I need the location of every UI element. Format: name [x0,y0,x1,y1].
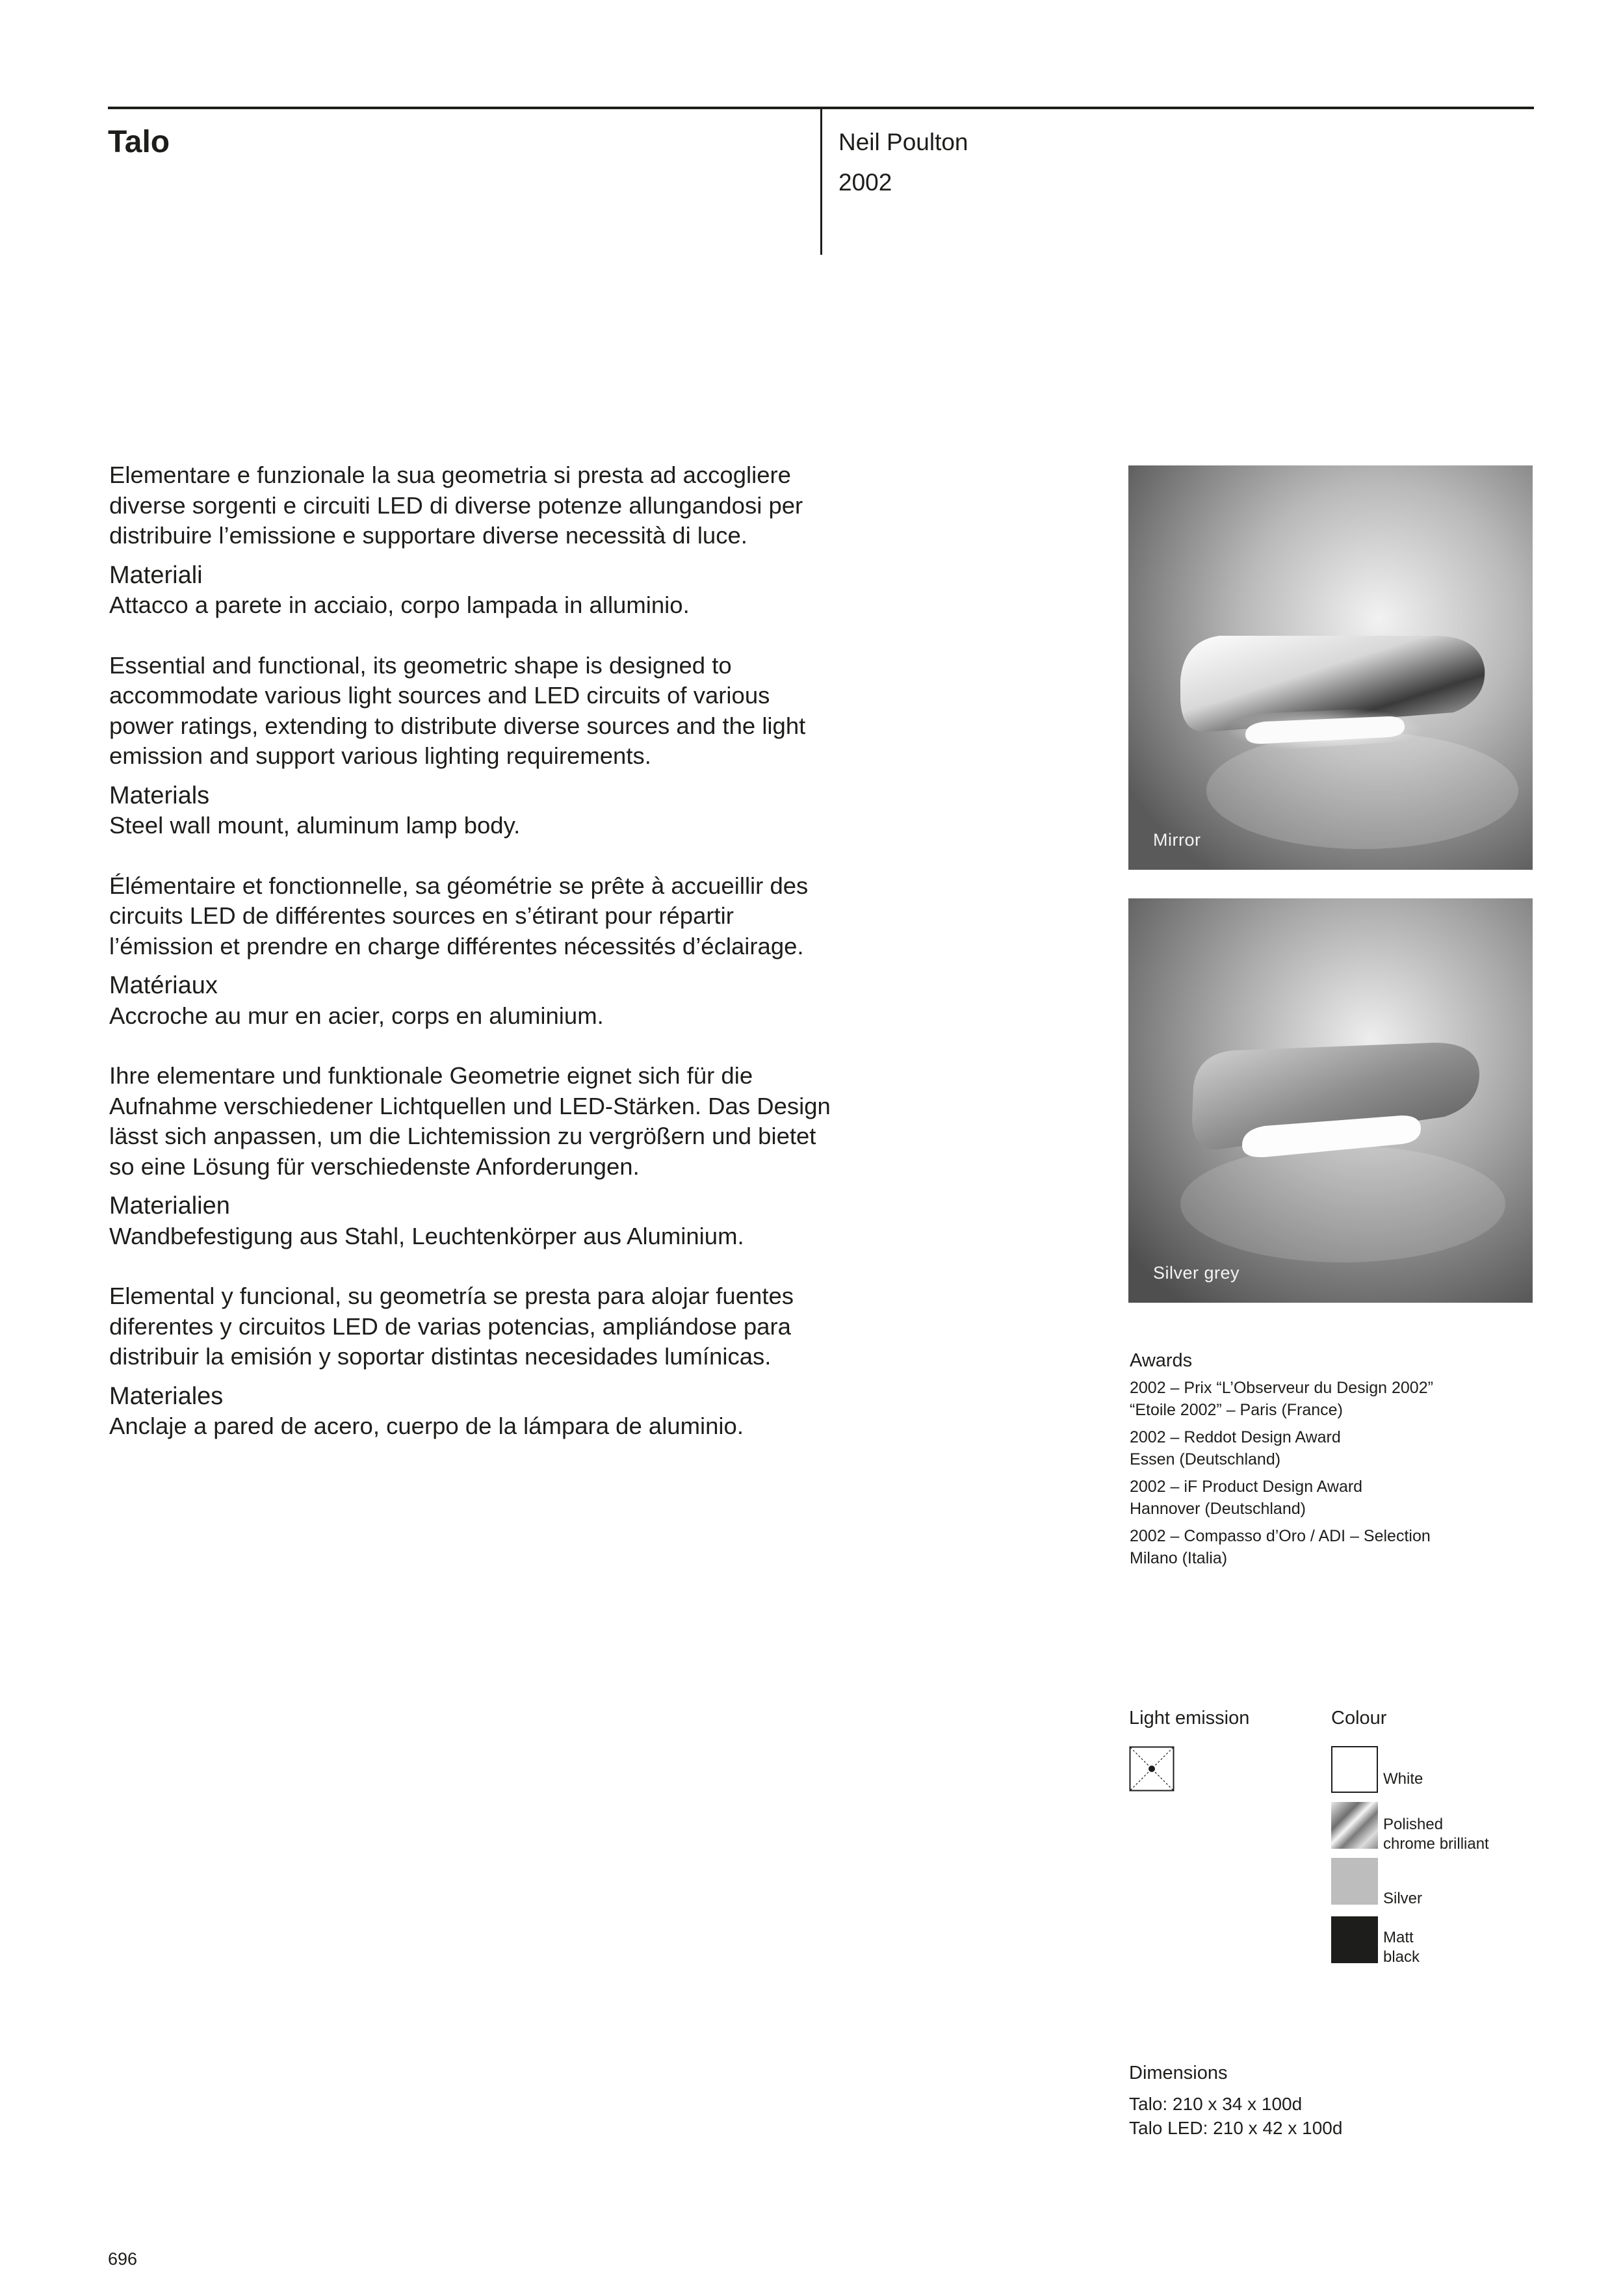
award-item [1130,1377,1546,1421]
award-line: 2002 – Prix “L’Observeur du Design 2002” [1130,1379,1433,1397]
materials-heading: Materiales [109,1382,224,1410]
swatch-label-line: Polished [1383,1816,1444,1833]
description-text: Élémentaire et fonctionnelle, sa géométrie se prête à accueillir des circuits LED de différentes sources en s’étirant pour répartir l’émission et prendre en charge différentes nécessités d’éclairage. [109,872,809,959]
awards-list [1130,1377,1546,1569]
description-it [109,460,837,621]
description-text: Elementare e funzionale la sua geometria si presta ad accogliere diverse sorgenti e circuiti LED di diverse potenze allungandosi per distribuire l’emissione e supportare diverse necessità di luce. [109,462,803,549]
materials-heading: Materials [109,781,210,809]
product-meta [838,122,968,203]
award-item [1130,1525,1546,1569]
materials-text: Steel wall mount, aluminum lamp body. [109,812,521,839]
header-divider [820,108,822,255]
award-line: Essen (Deutschland) [1130,1450,1281,1468]
swatch-label-chrome [1383,1815,1489,1854]
description-fr [109,871,837,1032]
swatch-label-line: black [1383,1948,1420,1966]
lamp-silver-grey-image [1128,898,1533,1303]
product-photo-mirror [1128,465,1533,870]
swatch-white [1331,1746,1378,1793]
award-line: “Etoile 2002” – Paris (France) [1130,1401,1343,1419]
light-emission-heading: Light emission [1129,1708,1250,1729]
materials-text: Wandbefestigung aus Stahl, Leuchtenkörper aus Aluminium. [109,1222,744,1249]
product-title: Talo [108,125,170,159]
product-photo-silver-grey [1128,898,1533,1303]
description-text: Essential and functional, its geometric shape is designed to accommodate various light sources and LED circuits of various power ratings, extending to distribute diverse sources and the light emission and support various lighting requirements. [109,651,806,769]
dimensions-values [1129,2092,1342,2140]
materials-heading: Materiali [109,561,203,589]
swatch-matt-black [1331,1916,1378,1963]
description-en [109,651,837,841]
description-column [109,460,837,1472]
materials-heading: Materialien [109,1192,230,1220]
awards-section [1130,1348,1546,1574]
materials-heading: Matériaux [109,972,218,999]
swatch-label-silver [1383,1889,1422,1909]
description-text: Ihre elementare und funktionale Geometrie eignet sich für die Aufnahme verschiedener Lichtquellen und LED-Stärken. Das Design lässt sich anpassen, um die Lichtemission zu vergrößern und bietet so eine Lösung für verschiedenste Anforderungen. [109,1062,831,1180]
description-text: Elemental y funcional, su geometría se presta para alojar fuentes diferentes y circuitos LED de varias potencias, ampliándose para distribuir la emisión y soportar distintas necesidades lumínicas. [109,1283,794,1370]
page-number: 696 [108,2249,138,2269]
award-line: 2002 – Reddot Design Award [1130,1428,1341,1446]
description-de [109,1061,837,1251]
description-es [109,1281,837,1442]
award-item [1130,1426,1546,1470]
colour-heading: Colour [1331,1708,1387,1729]
award-line: Hannover (Deutschland) [1130,1500,1306,1518]
dimension-line: Talo LED: 210 x 42 x 100d [1129,2118,1343,2138]
materials-text: Attacco a parete in acciaio, corpo lampada in alluminio. [109,592,690,618]
awards-heading: Awards [1130,1350,1193,1371]
award-line: 2002 – Compasso d’Oro / ADI – Selection [1130,1527,1431,1545]
swatch-label-matt-black [1383,1928,1420,1967]
photo-caption: Silver grey [1153,1263,1240,1283]
dimension-line: Talo: 210 x 34 x 100d [1129,2094,1303,2114]
swatch-silver [1331,1858,1378,1905]
swatch-label-line: White [1383,1770,1423,1788]
swatch-label-line: Matt [1383,1929,1414,1946]
design-year: 2002 [838,169,892,196]
award-item [1130,1476,1546,1520]
dimensions-section [1129,2061,1342,2140]
award-line: Milano (Italia) [1130,1549,1228,1567]
dimensions-heading: Dimensions [1129,2063,1228,2083]
swatch-label-line: Silver [1383,1890,1423,1907]
swatch-label-line: chrome brilliant [1383,1835,1489,1853]
designer-name: Neil Poulton [838,129,968,155]
materials-text: Anclaje a pared de acero, cuerpo de la lámpara de aluminio. [109,1413,744,1439]
photo-caption: Mirror [1153,830,1201,850]
materials-text: Accroche au mur en acier, corps en aluminium. [109,1002,604,1029]
direct-light-emission-icon [1129,1746,1175,1792]
swatch-polished-chrome [1331,1802,1378,1849]
award-line: 2002 – iF Product Design Award [1130,1478,1363,1496]
lamp-mirror-image [1128,465,1533,870]
swatch-label-white [1383,1769,1423,1789]
